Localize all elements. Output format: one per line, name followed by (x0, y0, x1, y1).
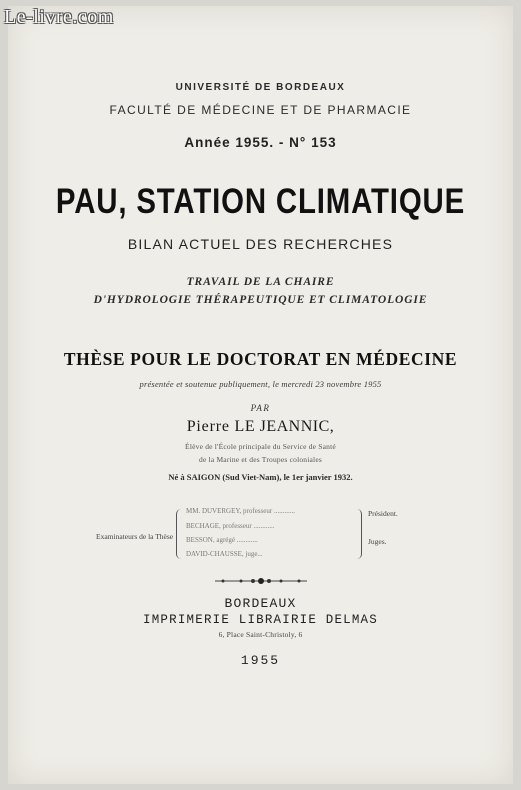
thesis-title: PAU, STATION CLIMATIQUE (55, 182, 466, 221)
faculty-name: FACULTÉ DE MÉDECINE ET DE PHARMACIE (109, 103, 412, 117)
university-name: UNIVERSITÉ DE BORDEAUX (175, 82, 346, 93)
imprint-printer: IMPRIMERIE LIBRAIRIE DELMAS (143, 613, 378, 627)
jury-role-president: Président. (368, 509, 398, 518)
author-first-name: Pierre (186, 418, 230, 435)
jury-member: MM. DUVERGEY, professeur ............ (186, 507, 295, 515)
year-number: Année 1955. - N° 153 (184, 135, 337, 150)
jury-label: Examinateurs de la Thèse (96, 532, 174, 541)
jury-member: BECHAGE, professeur ............ (186, 522, 275, 530)
jury-brace-right (355, 509, 362, 559)
watermark-logo: Le-livre.com (4, 6, 114, 28)
jury-member: DAVID-CHAUSSE, juge... (186, 550, 263, 558)
ornament-divider (213, 577, 309, 585)
author-description-1: Élève de l'École principale du Service de Santé (185, 442, 336, 451)
thesis-heading: THÈSE POUR LE DOCTORAT EN MÉDECINE (63, 349, 458, 369)
jury-member: BESSON, agrégé ............ (186, 536, 258, 544)
work-line-1: TRAVAIL DE LA CHAIRE (186, 276, 335, 288)
imprint-city: BORDEAUX (224, 596, 297, 611)
author-name (0, 418, 521, 436)
presentation-date: présentée et soutenue publiquement, le mercredi 23 novembre 1955 (139, 379, 382, 389)
author-description-2: de la Marine et des Troupes coloniales (199, 455, 322, 464)
thesis-subtitle: BILAN ACTUEL DES RECHERCHES (127, 236, 394, 252)
imprint-year: 1955 (240, 653, 281, 668)
by-label: PAR (250, 403, 271, 413)
author-birth: Né à SAIGON (Sud Viet-Nam), le 1er janvier 1932. (168, 472, 353, 482)
imprint-address: 6, Place Saint-Christoly, 6 (218, 630, 303, 639)
jury-block (0, 505, 521, 565)
work-line-2: D'HYDROLOGIE THÉRAPEUTIQUE ET CLIMATOLOGIE (93, 294, 428, 306)
author-last-name: LE JEANNIC, (234, 418, 335, 435)
jury-brace-left (176, 509, 183, 559)
jury-role-judges: Juges. (368, 537, 387, 546)
